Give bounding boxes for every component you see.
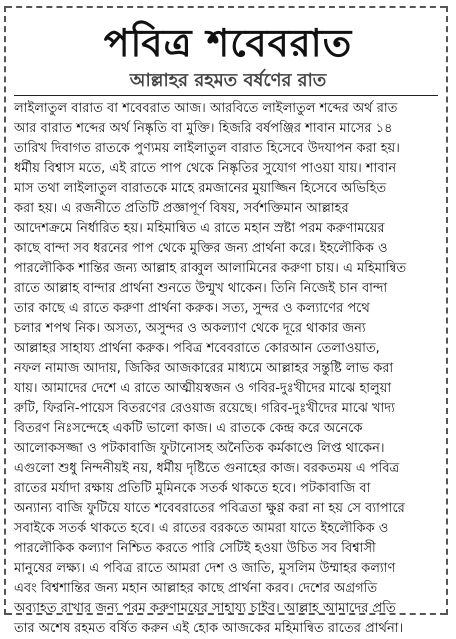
article-body [14,99,440,639]
body-line: আদেশক্রমে নির্ধারিত হয়। মহিমান্বিত এ রাতে মহান স্রষ্টা পরম করুণাময়ের [14,221,385,236]
body-line: মানুষের লক্ষ্য। এ পবিত্র রাতে আমরা দেশ ও জাতি, মুসলিম উম্মাহর কল্যাণ [14,561,396,576]
body-line: তার কাছে এ রাতে করুণা প্রার্থনা করুক। সত্য, সুন্দর ও কল্যাণের পথে [14,301,370,316]
body-line: করা হয়। এ রজনীতে প্রতিটি প্রজ্ঞাপূর্ণ বিষয়, সর্বশক্তিমান আল্লাহর [14,201,349,216]
clipping-border-left [4,6,6,615]
body-line: এবং বিশ্বশান্তির জন্য মহান আল্লাহর কাছে প্রার্থনা করব। দেশের অগ্রগতি [14,581,378,596]
body-line: সবাইকে সতর্ক থাকতে হবে। এ রাতের বরকতে আমরা যাতে ইহলৌকিক ও [14,521,389,536]
clipping-border-right [446,6,448,615]
body-line: তার অশেষ রহমত বর্ষিত করুন এই হোক আজকের মহিমান্বিত রাতের প্রার্থনা। [14,621,404,636]
body-line: রুটি, ফিরনি-পায়েস বিতরণের রেওয়াজ রয়েছে। গরিব-দুঃখীদের মাঝে খাদ্য [14,401,395,416]
body-line: রাতের মর্যাদা রক্ষায় প্রতিটি মুমিনকে সতর্ক থাকতে হবে। পটকাবাজি বা [14,481,371,496]
clipping-border-top [6,6,446,8]
body-line: বিতরণ নিঃসন্দেহে একটি ভালো কাজ। এ রাতকে কেন্দ্র করে অনেকে [14,421,363,436]
body-line: আলোকসজ্জা ও পটকাবাজি ফুটানোসহ অনৈতিক কর্মকাণ্ডে লিপ্ত থাকেন। [14,441,385,456]
body-line: তারিখ দিবাগত রাতকে পুণ্যময় লাইলাতুল বারাত হিসেবে উদযাপন করা হয়। [14,141,400,156]
body-line: মাস তথা লাইলাতুল বারাতকে মাহে রমজানের মুয়াজ্জিন হিসেবে অভিহিত [14,181,387,196]
body-line: আর বারাত শব্দের অর্থ নিষ্কৃতি বা মুক্তি। হিজরি বর্ষপঞ্জির শাবান মাসের ১৪ [14,121,393,136]
body-line: লাইলাতুল বারাত বা শবেবরাত আজ। আরবিতে লাইলাতুল শব্দের অর্থ রাত [14,101,398,116]
body-line: ধর্মীয় বিশ্বাস মতে, এই রাতে পাপ থেকে নিষ্কৃতির সুযোগ পাওয়া যায়। শাবান [14,161,397,176]
subheadline-divider [14,95,438,96]
article-headline: পবিত্র শবেবরাত [103,21,353,65]
body-line: অব্যাহত রাখার জন্য পরম করুণাময়ের সাহায্য চাইব। আল্লাহ আমাদের প্রতি [14,601,396,616]
body-line: রাতে আল্লাহ বান্দার প্রার্থনা শুনতে উন্মুখ থাকেন। তিনি নিজেই চান বান্দা [14,281,388,296]
body-line: যায়। আমাদের দেশে এ রাতে আত্মীয়স্বজন ও গবির-দুঃখীদের মাঝে হালুয়া [14,381,392,396]
body-line: আল্লাহর সাহায্য প্রার্থনা করুক। পবিত্র শবেবরাতে কোরআন তেলাওয়াত, [14,341,380,356]
body-line: চলার শপথ নিক। অসত্য, অসুন্দর ও অকল্যাণ থেকে দূরে থাকার জন্য [14,321,366,336]
body-line: কাছে বান্দা সব ধরনের পাপ থেকে মুক্তির জন্য প্রার্থনা করে। ইহলৌকিক ও [14,241,388,256]
body-line: এগুলো শুধু নিন্দনীয়ই নয়, ধর্মীয় দৃষ্টিতে গুনাহের কাজ। বরকতময় এ পবিত্র [14,461,400,476]
article-subheadline: আল্লাহর রহমত বর্ষণের রাত [129,70,327,91]
body-line: পারলৌকিক শান্তির জন্য আল্লাহ রাব্বুল আলামিনের করুণা চায়। এ মহিমান্বিত [14,261,407,276]
body-line: অন্যান্য বাজি ফুটিয়ে যাতে শবেবরাতের পবিত্রতা ক্ষুণ্ণ করা না হয় সে ব্যাপারে [14,501,405,516]
body-line: নফল নামাজ আদায়, জিকির আজকারের মাধ্যমে আল্লাহর সন্তুষ্টি লাভ করা [14,361,394,376]
body-line: পারলৌকিক কল্যাণ নিশ্চিত করতে পারি সেটিই হওয়া উচিত সব বিশ্বাসী [14,541,376,556]
